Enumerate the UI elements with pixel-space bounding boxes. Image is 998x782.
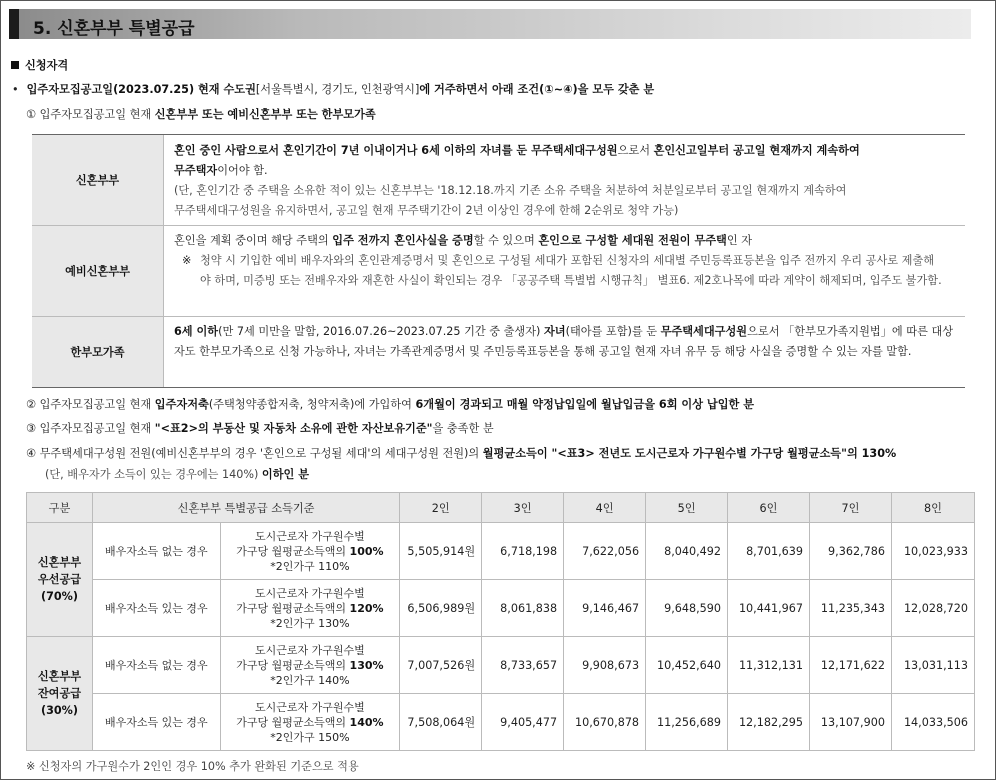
table-row-newlywed — [32, 135, 965, 226]
row-header: 한부모가족 — [32, 317, 164, 387]
table-header-row — [27, 493, 975, 523]
text-bold: 혼인 중인 사람으로서 혼인기간이 7년 이내이거나 6세 이하의 자녀를 둔 무주택세대구성원 — [174, 144, 618, 157]
standard-cell: 도시근로자 가구원수별 가구당 월평균소득액의 120% *2인가구 130% — [220, 580, 400, 637]
subsection-heading — [11, 57, 68, 73]
text: 이어야 함. — [217, 164, 268, 177]
value-cell: 12,182,295 — [728, 694, 810, 751]
value-cell: 10,452,640 — [646, 637, 728, 694]
title-accent — [9, 9, 19, 39]
condition-cell: 배우자소득 없는 경우 — [92, 637, 220, 694]
standard-cell: 도시근로자 가구원수별 가구당 월평균소득액의 140% *2인가구 150% — [220, 694, 400, 751]
condition-1-text: ① 입주자모집공고일 현재 — [26, 108, 155, 121]
value-cell: 9,648,590 — [646, 580, 728, 637]
column-header: 신혼부부 특별공급 소득기준 — [92, 493, 399, 523]
text: (단, 혼인기간 중 주택을 소유한 적이 있는 신혼부부는 '18.12.18.까지 기존 소유 주택을 처분하여 처분일로부터 공고일 현재까지 계속하여 — [174, 184, 847, 197]
text-bold: 무주택세대구성원 — [660, 325, 748, 338]
group-cell: 신혼부부 잔여공급 (30%) — [27, 637, 93, 751]
table-row — [27, 694, 975, 751]
column-header: 7인 — [810, 493, 892, 523]
bullet-text-bold-1: 입주자모집공고일(2023.07.25) 현재 수도권 — [26, 83, 256, 96]
column-header: 5인 — [646, 493, 728, 523]
section-title-bar — [9, 9, 971, 39]
group-cell: 신혼부부 우선공급 (70%) — [27, 523, 93, 637]
condition-3 — [26, 420, 494, 436]
value-cell: 8,701,639 — [728, 523, 810, 580]
text: 할 수 있으며 — [473, 234, 539, 247]
row-body — [164, 135, 965, 225]
text: 으로서 — [617, 144, 654, 157]
value-cell: 13,107,900 — [810, 694, 892, 751]
value-cell: 7,007,526원 — [400, 637, 482, 694]
text-bold: 이하인 분 — [261, 468, 310, 481]
table-row — [27, 637, 975, 694]
value-cell: 10,670,878 — [564, 694, 646, 751]
eligibility-table — [32, 134, 965, 388]
eligibility-bullet — [12, 81, 654, 97]
value-cell: 10,441,967 — [728, 580, 810, 637]
dot-bullet-icon: • — [12, 83, 19, 96]
table-row — [27, 580, 975, 637]
value-cell: 11,235,343 — [810, 580, 892, 637]
value-cell: 6,718,198 — [482, 523, 564, 580]
text-bold: 입주 전까지 혼인사실을 증명 — [332, 234, 474, 247]
column-header: 4인 — [564, 493, 646, 523]
condition-4 — [26, 445, 896, 461]
text-bold: 혼인으로 구성할 세대원 전원이 무주택 — [538, 234, 727, 247]
text: (만 7세 미만을 말함, 2016.07.26~2023.07.25 기간 중 출생자) — [218, 325, 544, 338]
value-cell: 5,505,914원 — [400, 523, 482, 580]
value-cell: 7,622,056 — [564, 523, 646, 580]
value-cell: 14,033,506 — [891, 694, 974, 751]
table-row-single-parent — [32, 317, 965, 387]
footnote: ※ 신청자의 가구원수가 2인인 경우 10% 추가 완화된 기준으로 적용 — [26, 760, 359, 773]
text: ④ 무주택세대구성원 전원(예비신혼부부의 경우 '혼인으로 구성될 세대'의 세대구성원 전원)의 — [26, 447, 483, 460]
text: (단, 배우자가 소득이 있는 경우에는 140%) — [45, 468, 262, 481]
value-cell: 9,405,477 — [482, 694, 564, 751]
table-row-pre-newlywed — [32, 226, 965, 317]
text: 인 자 — [726, 234, 753, 247]
value-cell: 11,312,131 — [728, 637, 810, 694]
text: 을 충족한 분 — [432, 422, 494, 435]
table-row — [27, 523, 975, 580]
column-header: 구분 — [27, 493, 93, 523]
condition-1 — [26, 106, 376, 122]
value-cell: 8,040,492 — [646, 523, 728, 580]
text-bold: 무주택자 — [174, 164, 218, 177]
column-header: 8인 — [891, 493, 974, 523]
text-bold: 6개월이 경과되고 매월 약정납입일에 월납입금을 6회 이상 납입한 분 — [415, 398, 755, 411]
text: 혼인을 계획 중이며 해당 주택의 — [174, 234, 333, 247]
text: (태아를 포함)를 둔 — [565, 325, 661, 338]
text: 무주택세대구성원을 유지하면서, 공고일 현재 무주택기간이 2년 이상인 경우에 한해 2순위로 청약 가능) — [174, 204, 679, 217]
square-bullet-icon — [11, 61, 19, 69]
text-bold: "<표2>의 부동산 및 자동차 소유에 관한 자산보유기준" — [154, 422, 433, 435]
value-cell: 6,506,989원 — [400, 580, 482, 637]
text-bold: 자녀 — [543, 325, 566, 338]
text-bold: 6세 이하 — [174, 325, 219, 338]
text-bold: 월평균소득이 "<표3> 전년도 도시근로자 가구원수별 가구당 월평균소득"의 130% — [482, 447, 897, 460]
condition-4-cont — [45, 466, 309, 482]
note-text: 청약 시 기입한 예비 배우자와의 혼인관계증명서 및 혼인으로 구성될 세대가 포함된 신청자의 세대별 주민등록표등본을 입주 전까지 우리 공사로 제출해야 하며, 미증빙 또는 전배우자와 재혼한 사실이 확인되는 경우 「공공주택 특별법 시행규칙」 별표6. 제2호나목에 따라 계약이 해제되며, 입주도 불가함. — [200, 254, 942, 287]
condition-cell: 배우자소득 없는 경우 — [92, 523, 220, 580]
text-bold: 혼인신고일부터 공고일 현재까지 계속하여 — [653, 144, 860, 157]
standard-cell: 도시근로자 가구원수별 가구당 월평균소득액의 130% *2인가구 140% — [220, 637, 400, 694]
page-title: 5. 신혼부부 특별공급 — [33, 19, 195, 39]
row-header: 신혼부부 — [32, 135, 164, 225]
bullet-region: [서울특별시, 경기도, 인천광역시] — [255, 83, 420, 96]
value-cell: 8,061,838 — [482, 580, 564, 637]
row-body — [164, 226, 965, 316]
text: 으로서 「한부모가족지원법」에 따른 대상자도 한부모가족으로 신청 가능하나, 자녀는 가족관계증명서 및 주민등록표등본을 통해 공고일 현재 자녀 유무 등 해당 사실을 증명할 수 있는 자를 말함. — [174, 325, 954, 358]
text: ② 입주자모집공고일 현재 — [26, 398, 155, 411]
value-cell: 11,256,689 — [646, 694, 728, 751]
subsection-label: 신청자격 — [25, 59, 69, 72]
value-cell: 10,023,933 — [891, 523, 974, 580]
row-body — [164, 317, 965, 387]
condition-1-bold: 신혼부부 또는 예비신혼부부 또는 한부모가족 — [154, 108, 376, 121]
condition-2 — [26, 396, 754, 412]
condition-cell: 배우자소득 있는 경우 — [92, 580, 220, 637]
row-header: 예비신혼부부 — [32, 226, 164, 316]
value-cell: 9,362,786 — [810, 523, 892, 580]
value-cell: 9,146,467 — [564, 580, 646, 637]
column-header: 2인 — [400, 493, 482, 523]
bullet-text-bold-2: 에 거주하면서 아래 조건(①~④)을 모두 갖춘 분 — [419, 83, 655, 96]
text: ③ 입주자모집공고일 현재 — [26, 422, 155, 435]
note-mark-icon: ※ — [182, 254, 192, 267]
value-cell: 8,733,657 — [482, 637, 564, 694]
value-cell: 13,031,113 — [891, 637, 974, 694]
column-header: 6인 — [728, 493, 810, 523]
income-table — [26, 492, 975, 751]
value-cell: 9,908,673 — [564, 637, 646, 694]
value-cell: 7,508,064원 — [400, 694, 482, 751]
standard-cell: 도시근로자 가구원수별 가구당 월평균소득액의 100% *2인가구 110% — [220, 523, 400, 580]
text: (주택청약종합저축, 청약저축)에 가입하여 — [208, 398, 416, 411]
column-header: 3인 — [482, 493, 564, 523]
value-cell: 12,171,622 — [810, 637, 892, 694]
condition-cell: 배우자소득 있는 경우 — [92, 694, 220, 751]
value-cell: 12,028,720 — [891, 580, 974, 637]
text-bold: 입주자저축 — [154, 398, 209, 411]
